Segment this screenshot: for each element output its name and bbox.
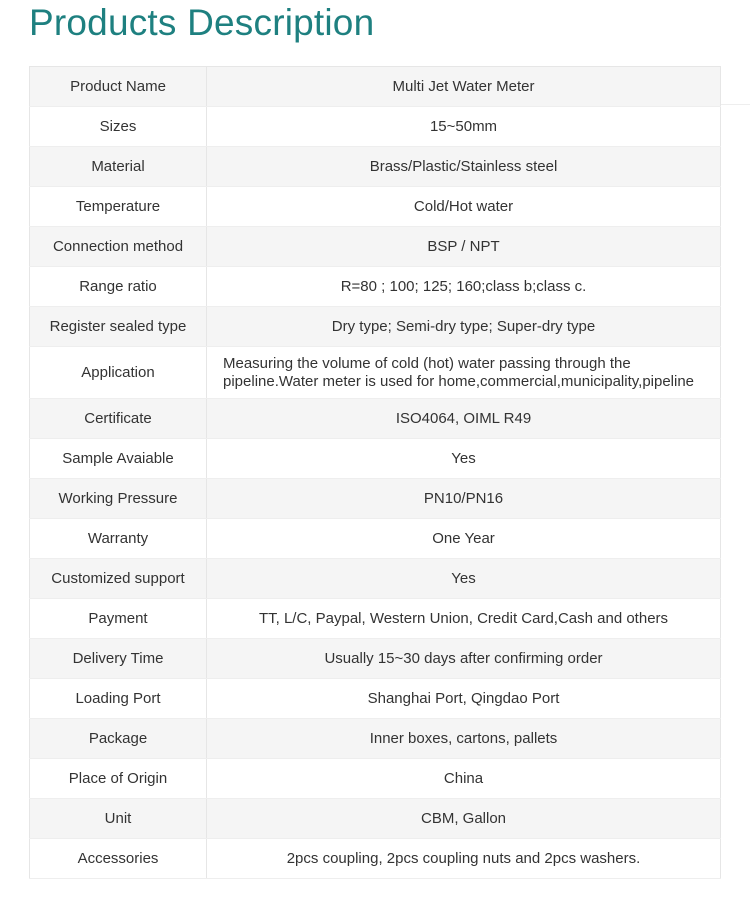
table-row <box>30 147 721 187</box>
table-row <box>30 719 721 759</box>
row-label: Working Pressure <box>30 479 207 519</box>
row-label: Register sealed type <box>30 307 207 347</box>
table-row <box>30 479 721 519</box>
row-value-line: Measuring the volume of cold (hot) water passing through the <box>223 354 631 372</box>
divider <box>721 104 750 105</box>
row-value: One Year <box>207 519 721 559</box>
row-value: PN10/PN16 <box>207 479 721 519</box>
table-row <box>30 347 721 399</box>
table-row <box>30 399 721 439</box>
table-row <box>30 599 721 639</box>
row-value-line: pipeline.Water meter is used for home,commercial,municipality,pipeline <box>223 372 695 390</box>
table-row <box>30 759 721 799</box>
row-value <box>207 347 721 399</box>
table-row <box>30 267 721 307</box>
row-value: TT, L/C, Paypal, Western Union, Credit Card,Cash and others <box>207 599 721 639</box>
page-title: Products Description <box>29 2 375 43</box>
table-row <box>30 679 721 719</box>
table-row <box>30 799 721 839</box>
row-label: Customized support <box>30 559 207 599</box>
table-row <box>30 107 721 147</box>
row-label: Delivery Time <box>30 639 207 679</box>
row-value: Shanghai Port, Qingdao Port <box>207 679 721 719</box>
row-label: Certificate <box>30 399 207 439</box>
row-label: Warranty <box>30 519 207 559</box>
row-value: CBM, Gallon <box>207 799 721 839</box>
table-row <box>30 187 721 227</box>
table-row <box>30 559 721 599</box>
product-spec-table <box>29 66 721 879</box>
table-row <box>30 519 721 559</box>
row-label: Sizes <box>30 107 207 147</box>
table-row <box>30 839 721 879</box>
row-label: Loading Port <box>30 679 207 719</box>
table-row <box>30 227 721 267</box>
table-row <box>30 67 721 107</box>
row-value: Cold/Hot water <box>207 187 721 227</box>
row-value: Usually 15~30 days after confirming order <box>207 639 721 679</box>
row-label: Range ratio <box>30 267 207 307</box>
row-label: Temperature <box>30 187 207 227</box>
row-value: R=80 ; 100; 125; 160;class b;class c. <box>207 267 721 307</box>
row-value: Brass/Plastic/Stainless steel <box>207 147 721 187</box>
row-value: Inner boxes, cartons, pallets <box>207 719 721 759</box>
row-value: Dry type; Semi-dry type; Super-dry type <box>207 307 721 347</box>
row-value: 2pcs coupling, 2pcs coupling nuts and 2pcs washers. <box>207 839 721 879</box>
row-label: Place of Origin <box>30 759 207 799</box>
table-row <box>30 439 721 479</box>
row-label: Product Name <box>30 67 207 107</box>
row-value: China <box>207 759 721 799</box>
row-value: ISO4064, OIML R49 <box>207 399 721 439</box>
row-value: 15~50mm <box>207 107 721 147</box>
row-label: Application <box>30 347 207 399</box>
row-value: Yes <box>207 559 721 599</box>
row-label: Sample Avaiable <box>30 439 207 479</box>
row-value: Multi Jet Water Meter <box>207 67 721 107</box>
table-row <box>30 639 721 679</box>
row-label: Connection method <box>30 227 207 267</box>
row-value: BSP / NPT <box>207 227 721 267</box>
row-label: Material <box>30 147 207 187</box>
row-label: Accessories <box>30 839 207 879</box>
table-row <box>30 307 721 347</box>
row-label: Package <box>30 719 207 759</box>
row-label: Unit <box>30 799 207 839</box>
row-value: Yes <box>207 439 721 479</box>
row-label: Payment <box>30 599 207 639</box>
